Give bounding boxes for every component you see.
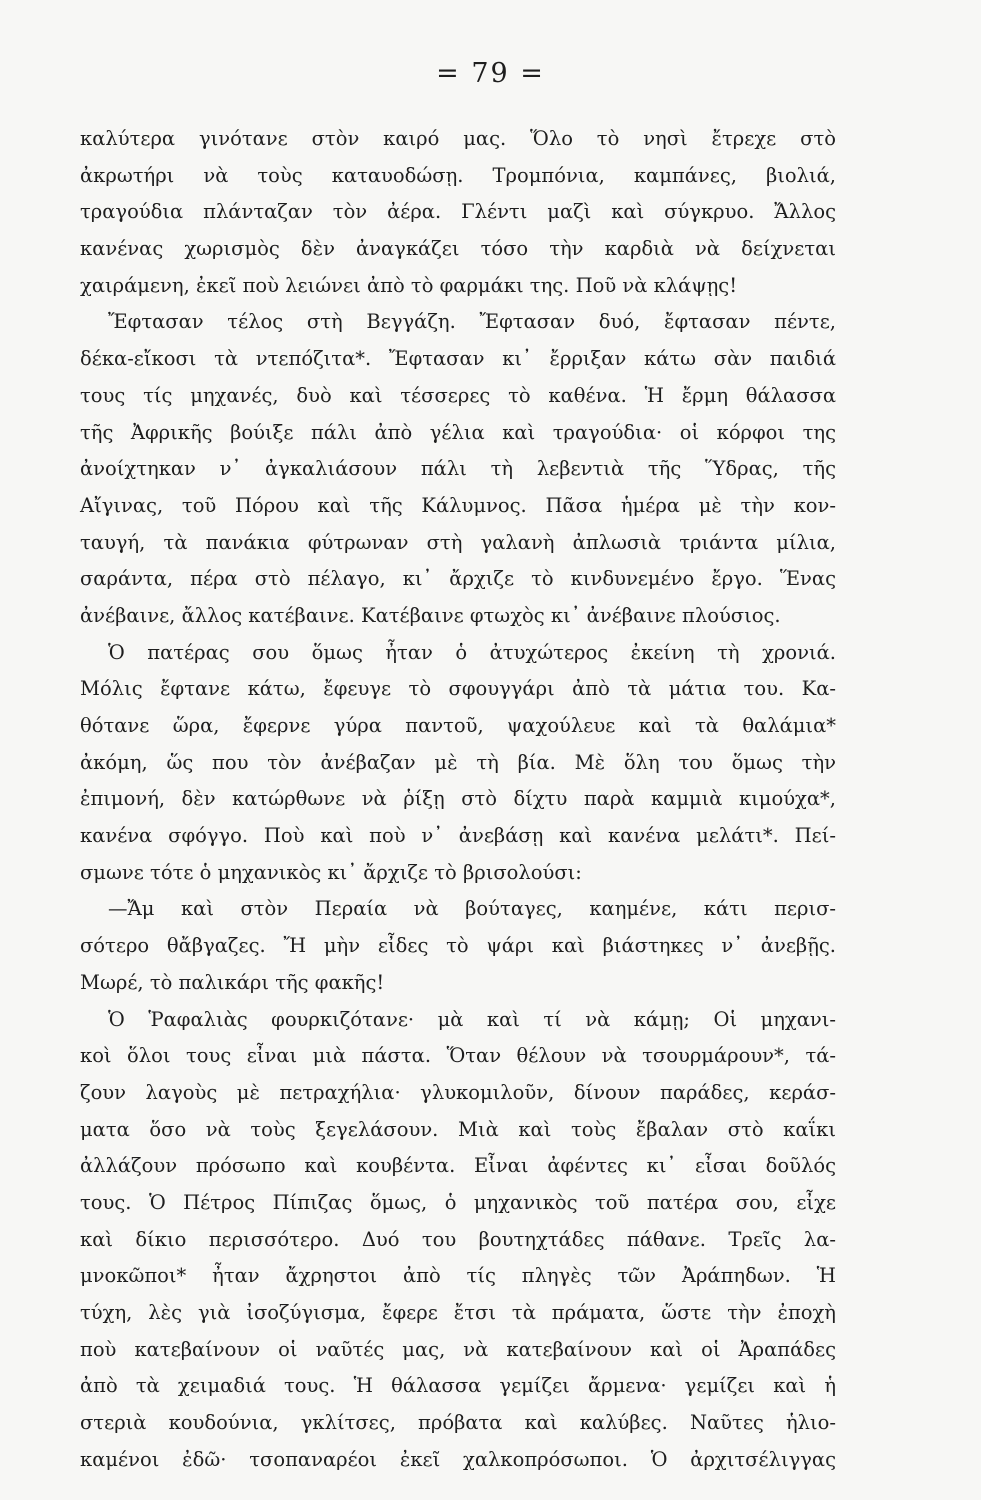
text-line: τύχη, λὲς γιὰ ἰσοζύγισμα, ἔφερε ἔτσι τὰ πράματα, ὥστε τὴν ἐποχὴ	[80, 1301, 836, 1324]
text-line: ζουν λαγοὺς μὲ πετραχήλια· γλυκομιλοῦν, δίνουν παράδες, κεράσ-	[80, 1080, 836, 1104]
text-line: καλύτερα γινότανε στὸν καιρό μας. Ὅλο τὸ νησὶ ἔτρεχε στὸ	[80, 127, 836, 150]
text-line: ποὺ κατεβαίνουν οἱ ναῦτές μας, νὰ κατεβαίνουν καὶ οἱ Ἀραπάδες	[80, 1337, 836, 1361]
text-line: ἀλλάζουν πρόσωπο καὶ κουβέντα. Εἶναι ἀφέντες κι᾿ εἶσαι δοῦλός	[80, 1154, 836, 1178]
text-line: σαράντα, πέρα στὸ πέλαγο, κι᾿ ἄρχιζε τὸ κινδυνεμένο ἔργο. Ἕνας	[80, 567, 836, 591]
text-line: ταυγή, τὰ πανάκια φύτρωναν στὴ γαλανὴ ἀπλωσιὰ τριάντα μίλια,	[80, 530, 836, 554]
text-line: ματα ὅσο νὰ τοὺς ξεγελάσουν. Μιὰ καὶ τοὺς ἔβαλαν στὸ καΐκι	[80, 1117, 836, 1141]
text-line: σότερο θἄβγαζες. Ἤ μὴν εἶδες τὸ ψάρι καὶ βιάστηκες ν᾿ ἀνεβῇς.	[80, 934, 836, 958]
text-line: κανένα σφόγγο. Ποὺ καὶ ποὺ ν᾿ ἀνεβάσῃ καὶ κανένα μελάτι*. Πεί-	[80, 824, 836, 848]
paragraph-start-line: Ἔφτασαν τέλος στὴ Βεγγάζη. Ἔφτασαν δυό, ἔφτασαν πέντε,	[108, 310, 836, 334]
page-number: = 79 =	[436, 58, 545, 89]
text-line: κοὶ ὅλοι τους εἶναι μιὰ πάστα. Ὅταν θέλουν νὰ τσουρμάρουν*, τά-	[80, 1044, 836, 1068]
text-line: κανένας χωρισμὸς δὲν ἀναγκάζει τόσο τὴν καρδιὰ νὰ δείχνεται	[80, 237, 836, 261]
dialogue-line: —Ἄμ καὶ στὸν Περαία νὰ βούταγες, καημένε, κάτι περισ-	[108, 897, 836, 921]
text-line: Αἴγινας, τοῦ Πόρου καὶ τῆς Κάλυμνος. Πᾶσα ἡμέρα μὲ τὴν κον-	[80, 493, 836, 517]
text-line: ἀνοίχτηκαν ν᾿ ἀγκαλιάσουν πάλι τὴ λεβεντιὰ τῆς Ὕδρας, τῆς	[80, 457, 836, 481]
text-line: δέκα-εἴκοσι τὰ ντεπόζιτα*. Ἔφτασαν κι᾿ ἔρριξαν κάτω σὰν παιδιά	[80, 347, 836, 371]
text-line: ἀπὸ τὰ χειμαδιά τους. Ἡ θάλασσα γεμίζει ἄρμενα· γεμίζει καὶ ἡ	[80, 1374, 836, 1398]
text-line: Μόλις ἔφτανε κάτω, ἔφευγε τὸ σφουγγάρι ἀπὸ τὰ μάτια του. Κα-	[80, 677, 836, 701]
text-line: σμωνε τότε ὁ μηχανικὸς κι᾿ ἄρχιζε τὸ βρισολούσι:	[80, 860, 582, 884]
text-line: χαιράμενη, ἐκεῖ ποὺ λειώνει ἀπὸ τὸ φαρμάκι της. Ποῦ νὰ κλάψῃς!	[80, 273, 738, 297]
text-line: ἀκρωτήρι νὰ τοὺς καταυοδώσῃ. Τρομπόνια, καμπάνες, βιολιά,	[80, 163, 836, 187]
text-line: θότανε ὥρα, ἔφερνε γύρα παντοῦ, ψαχούλευε καὶ τὰ θαλάμια*	[80, 714, 836, 737]
text-line: στεριὰ κουδούνια, γκλίτσες, πρόβατα καὶ καλύβες. Ναῦτες ἡλιο-	[80, 1411, 836, 1435]
paragraph-start-line: Ὁ πατέρας σου ὅμως ἦταν ὁ ἀτυχώτερος ἐκείνη τὴ χρονιά.	[108, 640, 836, 664]
text-line: ἀκόμη, ὥς που τὸν ἀνέβαζαν μὲ τὴ βία. Μὲ ὅλη του ὅμως τὴν	[80, 750, 836, 774]
text-line: μνοκῶποι* ἦταν ἄχρηστοι ἀπὸ τίς πληγὲς τῶν Ἀράπηδων. Ἡ	[80, 1264, 836, 1288]
text-line: τραγούδια πλάνταζαν τὸν ἀέρα. Γλέντι μαζὶ καὶ σύγκρυο. Ἄλλος	[80, 200, 836, 224]
text-line: τους. Ὁ Πέτρος Πίπιζας ὅμως, ὁ μηχανικὸς τοῦ πατέρα σου, εἶχε	[80, 1190, 836, 1214]
text-line: καὶ δίκιο περισσότερο. Δυό του βουτηχτάδες πάθανε. Τρεῖς λα-	[80, 1227, 836, 1251]
paragraph-start-line: Ὁ Ῥαφαλιὰς φουρκιζότανε· μὰ καὶ τί νὰ κάμῃ; Οἱ μηχανι-	[108, 1007, 836, 1031]
text-line: τῆς Ἀφρικῆς βούιξε πάλι ἀπὸ γέλια καὶ τραγούδια· οἱ κόρφοι της	[80, 420, 836, 444]
text-line: ἀνέβαινε, ἄλλος κατέβαινε. Κατέβαινε φτωχὸς κι᾿ ἀνέβαινε πλούσιος.	[80, 603, 781, 627]
text-line: Μωρέ, τὸ παλικάρι τῆς φακῆς!	[80, 970, 385, 994]
text-line: καμένοι ἐδῶ· τσοπαναρέοι ἐκεῖ χαλκοπρόσωποι. Ὁ ἀρχιτσέλιγγας	[80, 1447, 836, 1471]
text-line: ἐπιμονή, δὲν κατώρθωνε νὰ ῥίξῃ στὸ δίχτυ παρὰ καμμιὰ κιμούχα*,	[80, 787, 836, 811]
text-line: τους τίς μηχανές, δυὸ καὶ τέσσερες τὸ καθένα. Ἡ ἔρμη θάλασσα	[80, 383, 836, 407]
body-text	[80, 121, 836, 1478]
